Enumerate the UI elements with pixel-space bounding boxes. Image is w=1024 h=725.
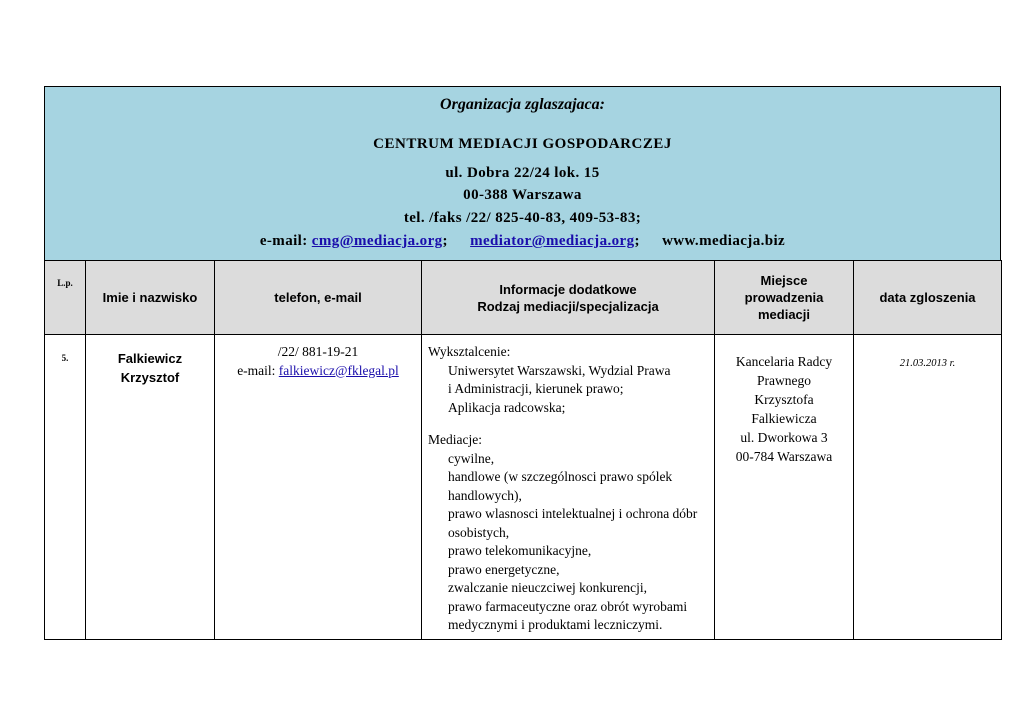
- mediation-item: prawo telekomunikacyjne,: [448, 543, 592, 558]
- organization-label: Organizacja zglaszajaca:: [440, 96, 605, 113]
- column-header-contact: telefon, e-mail: [215, 261, 422, 335]
- column-header-date: data zgloszenia: [854, 261, 1002, 335]
- column-header-name: Imie i nazwisko: [86, 261, 215, 335]
- contact-email: e-mail: falkiewicz@fklegal.pl: [237, 362, 399, 378]
- place-line: Falkiewicza: [751, 411, 817, 426]
- place-line: Prawnego: [757, 373, 811, 388]
- table-row: [45, 335, 1002, 640]
- mediation-item: handlowe (w szczególnosci prawo spólek handlowych),: [448, 469, 673, 503]
- mediator-email-link[interactable]: falkiewicz@fklegal.pl: [278, 362, 399, 378]
- education-line: Aplikacja radcowska;: [448, 399, 566, 415]
- email-link-cmg[interactable]: cmg@mediacja.org: [311, 233, 443, 249]
- email-link-mediator[interactable]: mediator@mediacja.org: [470, 233, 635, 249]
- last-name: Falkiewicz: [117, 351, 183, 366]
- education-line: i Administracji, kierunek prawo;: [448, 381, 624, 396]
- column-header-lp: L.p.: [45, 261, 86, 335]
- organization-phone: tel. /faks /22/ 825-40-83, 409-53-83;: [403, 210, 642, 226]
- place-line: Krzysztofa: [754, 392, 814, 407]
- column-header-place: Miejsce prowadzenia mediacji: [715, 261, 854, 335]
- email-prefix: e-mail:: [259, 233, 308, 249]
- cell-info: [422, 335, 715, 640]
- cell-place: [715, 335, 854, 640]
- mediation-item: zwalczanie nieuczciwej konkurencji,: [448, 580, 648, 595]
- organization-city: 00-388 Warszawa: [463, 187, 582, 203]
- mediation-item: prawo energetyczne,: [448, 561, 560, 577]
- organization-name: CENTRUM MEDIACJI GOSPODARCZEJ: [373, 136, 672, 152]
- website-text: www.mediacja.biz: [662, 233, 786, 249]
- mediation-item: prawo wlasnosci intelektualnej i ochrona dóbr osobistych,: [448, 506, 698, 540]
- organization-contact-line: e-mail: cmg@mediacja.org; mediator@mediacja.org; www.mediacja.biz: [259, 233, 786, 249]
- document-sheet: [44, 86, 1001, 632]
- place-line: Kancelaria Radcy: [735, 354, 833, 369]
- organization-address: ul. Dobra 22/24 lok. 15: [445, 165, 600, 181]
- education-line: Uniwersytet Warszawski, Wydzial Prawa: [448, 362, 671, 378]
- mediation-item: prawo farmaceutyczne oraz obrót wyrobami medycznymi i produktami leczniczymi.: [448, 598, 688, 632]
- cell-date: 21.03.2013 r.: [854, 335, 1002, 640]
- column-header-info: Informacje dodatkowe Rodzaj mediacji/specjalizacja: [422, 261, 715, 335]
- cell-lp: 5.: [45, 335, 86, 640]
- organization-header: [44, 86, 1001, 260]
- mediation-item: cywilne,: [448, 450, 495, 466]
- mediation-label: Mediacje:: [428, 432, 482, 447]
- education-label: Wyksztalcenie:: [428, 344, 511, 359]
- place-line: ul. Dworkowa 3: [740, 430, 828, 445]
- table-header-row: [45, 261, 1002, 335]
- first-name: Krzysztof: [120, 370, 180, 385]
- phone-number: /22/ 881-19-21: [277, 344, 359, 359]
- cell-contact: [215, 335, 422, 640]
- place-line: 00-784 Warszawa: [735, 449, 833, 464]
- cell-name: [86, 335, 215, 640]
- mediators-table: [44, 260, 1002, 640]
